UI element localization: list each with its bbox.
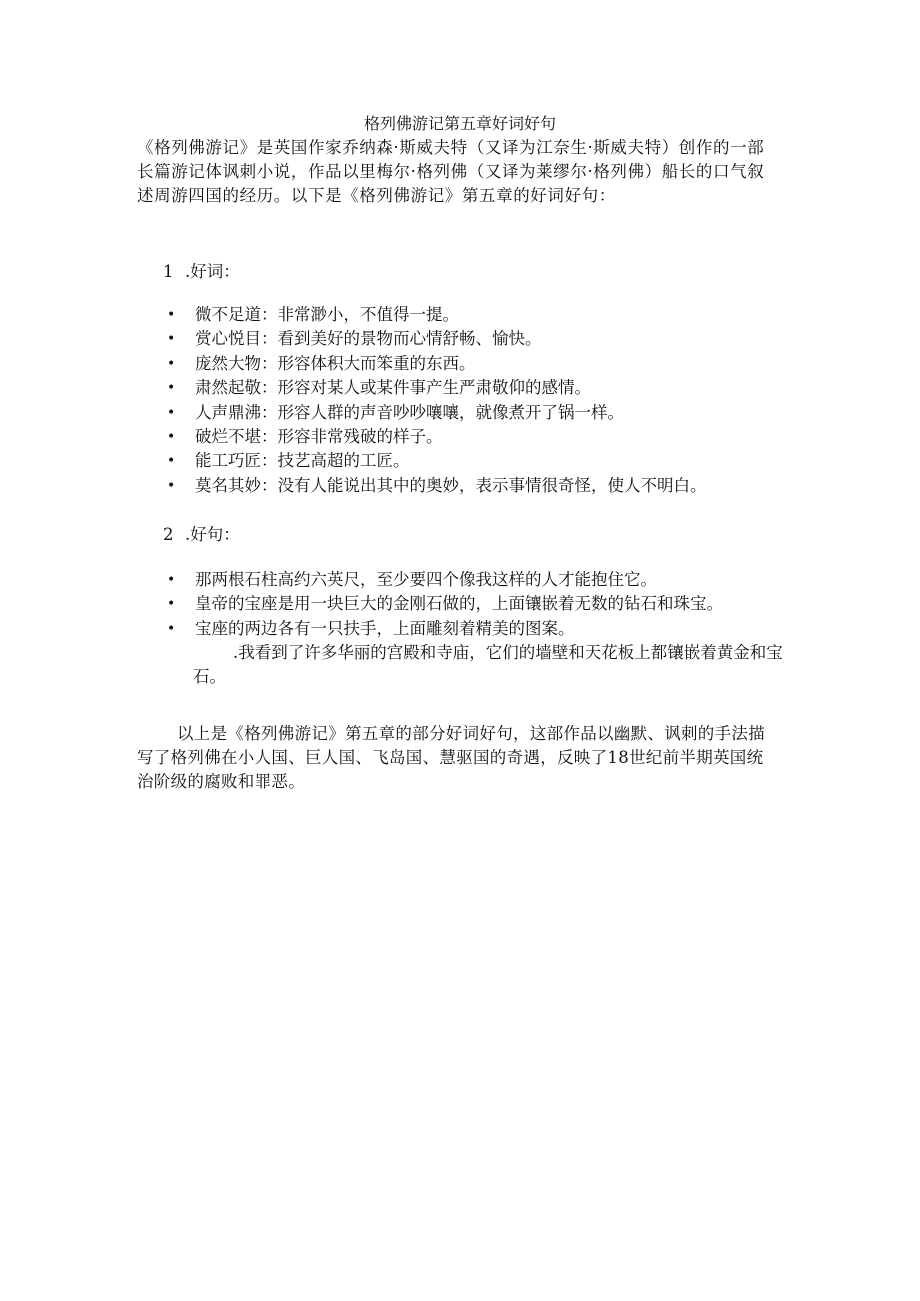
list-item-text: 庞然大物：形容体积大而笨重的东西。 — [195, 353, 476, 373]
list-item — [163, 352, 803, 376]
bullet-icon: • — [167, 404, 176, 421]
list-item — [163, 449, 803, 473]
bullet-icon: • — [167, 331, 176, 348]
list-item-text: 微不足道：非常渺小，不值得一提。 — [195, 305, 459, 324]
bullet-icon: • — [167, 596, 176, 613]
intro-paragraph: 《格列佛游记》是英国作家乔纳森·斯威夫特（又译为江奈生·斯威夫特）创作的一部长篇游记体讽刺小说，作品以里梅尔·格列佛（又译为莱缪尔·格列佛）船长的口气叙述周游四国的经历。以下是《格列佛游记》第五章的好词好句： — [137, 138, 765, 205]
list-item-text: 莫名其妙：没有人能说出其中的奥妙，表示事情很奇怪，使人不明白。 — [195, 475, 707, 495]
list-item-text: 那两根石柱高约六英尺，至少要四个像我这样的人才能抱住它。 — [195, 570, 657, 589]
list-item-text: 能工巧匠：技艺高超的工匠。 — [195, 451, 410, 471]
bullet-icon: • — [167, 453, 176, 470]
section-heading-sentences — [163, 524, 240, 546]
list-item — [163, 568, 803, 592]
bullet-icon: • — [167, 307, 176, 323]
bullet-icon: • — [167, 572, 176, 588]
list-item — [163, 401, 803, 425]
list-item — [163, 376, 803, 400]
section-heading-words — [163, 261, 240, 283]
good-sentences-list — [163, 568, 803, 641]
document-title: 格列佛游记第五章好词好句 — [363, 114, 556, 133]
bullet-icon: • — [167, 477, 176, 494]
section-heading-label: .好词： — [185, 262, 240, 281]
bullet-icon: • — [167, 620, 176, 637]
list-item — [163, 617, 803, 641]
bullet-icon: • — [167, 429, 176, 446]
list-item — [163, 592, 803, 616]
list-item — [163, 303, 803, 327]
section-number: 1 — [163, 262, 174, 281]
section-number: 2 — [163, 525, 174, 544]
bullet-icon: • — [167, 355, 176, 372]
list-item-text: 破烂不堪：形容非常残破的样子。 — [195, 427, 443, 447]
list-item-text: 赏心悦目：看到美好的景物而心情舒畅、愉快。 — [195, 329, 542, 349]
section-heading-label: .好句： — [185, 525, 240, 544]
list-item — [163, 474, 803, 498]
extra-sentence: .我看到了许多华丽的宫殿和寺庙，它们的墙壁和天花板上都镶嵌着黄金和宝石。 — [193, 643, 783, 686]
good-words-list — [163, 303, 803, 498]
list-item — [163, 327, 803, 351]
list-item-text: 肃然起敬：形容对某人或某件事产生严肃敬仰的感情。 — [195, 378, 591, 398]
list-item-text: 皇帝的宝座是用一块巨大的金刚石做的，上面镶嵌着无数的钻石和珠宝。 — [195, 594, 723, 614]
bullet-icon: • — [167, 380, 176, 397]
list-item-text: 宝座的两边各有一只扶手，上面雕刻着精美的图案。 — [195, 618, 575, 638]
list-item-text: 人声鼎沸：形容人群的声音吵吵嚷嚷，就像煮开了锅一样。 — [195, 402, 624, 422]
conclusion-paragraph: 以上是《格列佛游记》第五章的部分好词好句，这部作品以幽默、讽刺的手法描写了格列佛在小人国、巨人国、飞岛国、慧驱国的奇遇，反映了18世纪前半期英国统治阶级的腐败和罪恶。 — [137, 724, 765, 791]
list-item — [163, 425, 803, 449]
